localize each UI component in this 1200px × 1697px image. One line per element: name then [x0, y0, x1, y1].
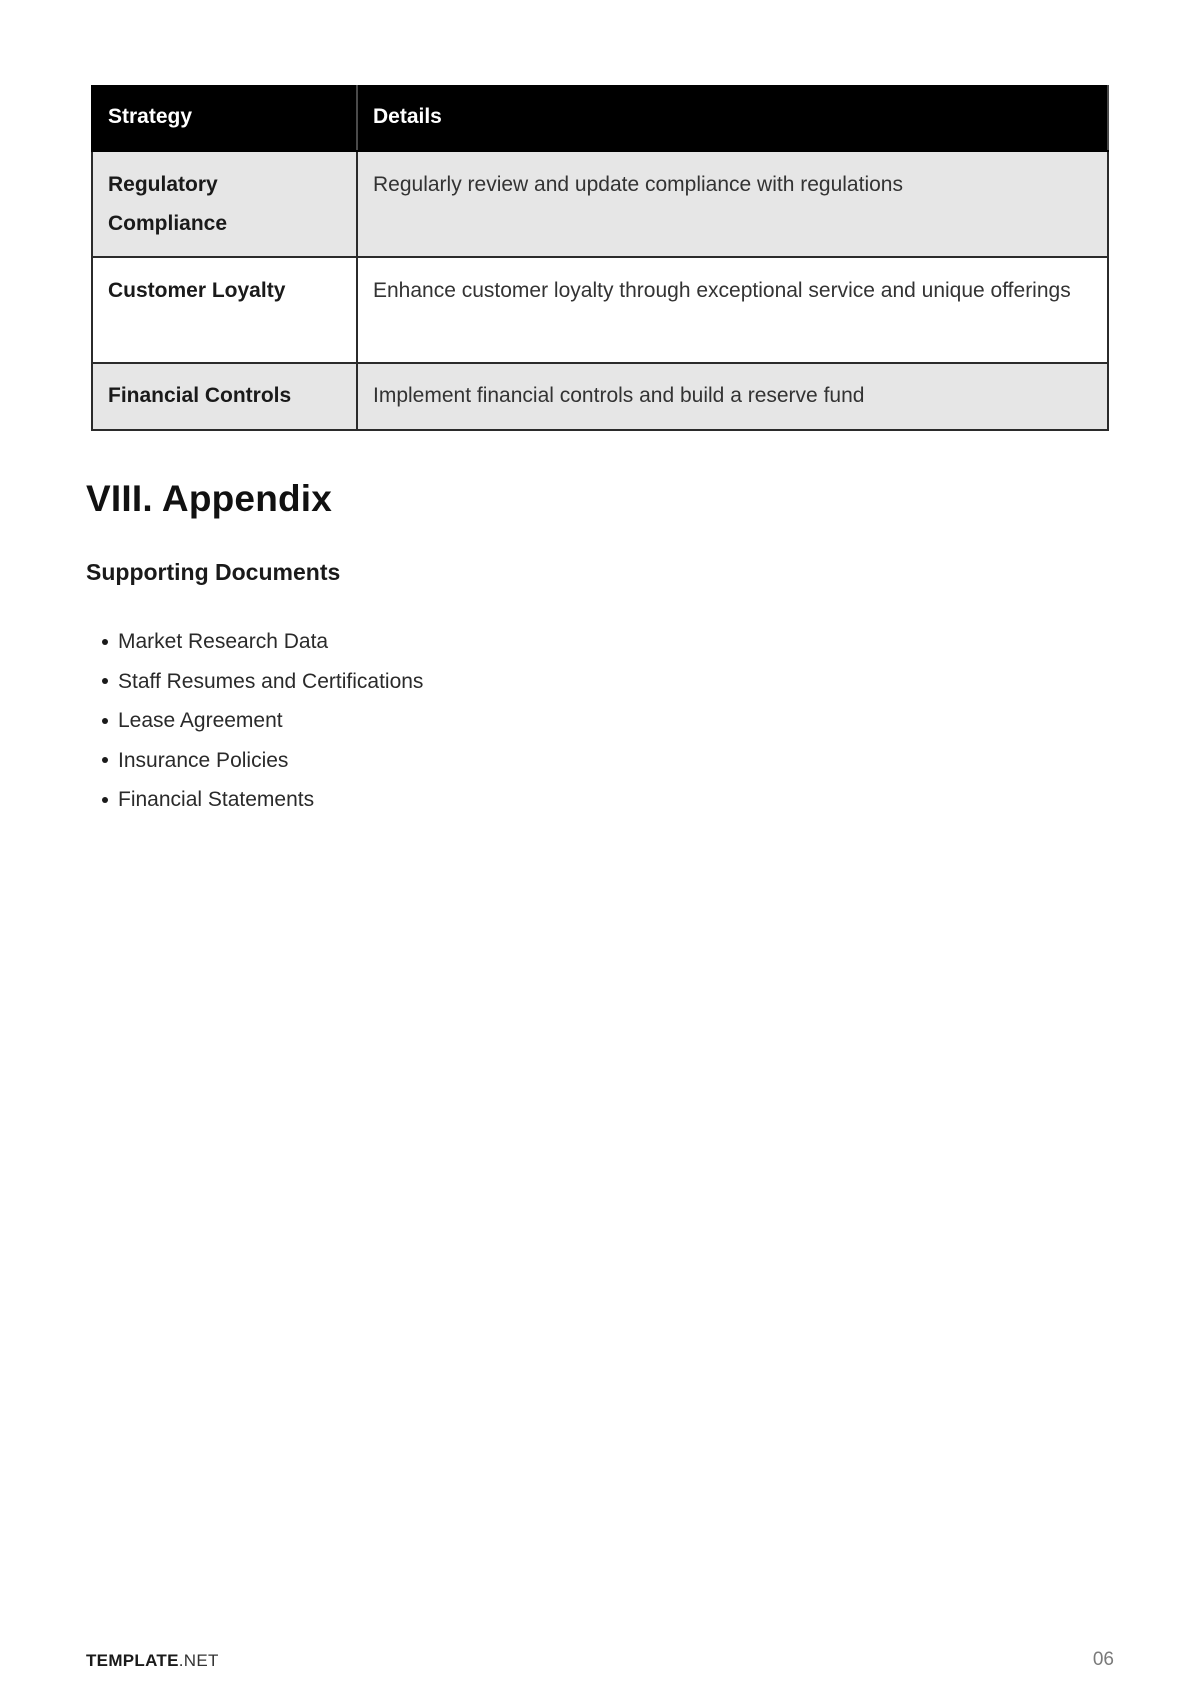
brand-suffix: .NET — [178, 1651, 219, 1670]
bullet-icon — [102, 678, 108, 684]
list-item-text: Market Research Data — [118, 630, 329, 653]
bullet-icon — [102, 797, 108, 803]
list-item — [102, 662, 423, 702]
bullet-icon — [102, 757, 108, 763]
list-item-text: Lease Agreement — [118, 709, 283, 732]
brand-name: TEMPLATE — [86, 1651, 179, 1670]
strategy-cell: Customer Loyalty — [92, 257, 357, 363]
details-cell: Implement financial controls and build a reserve fund — [357, 363, 1108, 430]
list-item-text: Financial Statements — [118, 788, 315, 811]
bullet-icon — [102, 639, 108, 645]
details-cell: Regularly review and update compliance with regulations — [357, 151, 1108, 257]
table-header-row — [92, 86, 1108, 151]
bullet-icon — [102, 718, 108, 724]
list-item — [102, 622, 423, 662]
section-subtitle: Supporting Documents — [86, 559, 341, 585]
list-item-text: Insurance Policies — [118, 748, 289, 772]
list-item — [102, 701, 423, 741]
strategy-cell: Financial Controls — [92, 363, 357, 430]
header-details: Details — [357, 86, 1108, 151]
footer-brand-logo — [86, 1651, 219, 1671]
section-title: VIII. Appendix — [86, 478, 333, 519]
page-number: 06 — [1092, 1649, 1114, 1670]
list-item — [102, 780, 423, 820]
strategy-table — [91, 85, 1109, 431]
header-strategy: Strategy — [92, 86, 357, 151]
list-item-text: Staff Resumes and Certifications — [118, 669, 424, 693]
table-row — [92, 257, 1108, 363]
table-row — [92, 151, 1108, 257]
list-item — [102, 741, 423, 781]
details-cell: Enhance customer loyalty through exceptional service and unique offerings — [357, 257, 1108, 363]
supporting-documents-list — [102, 622, 423, 820]
table-row — [92, 363, 1108, 430]
strategy-cell: Regulatory Compliance — [92, 151, 357, 257]
